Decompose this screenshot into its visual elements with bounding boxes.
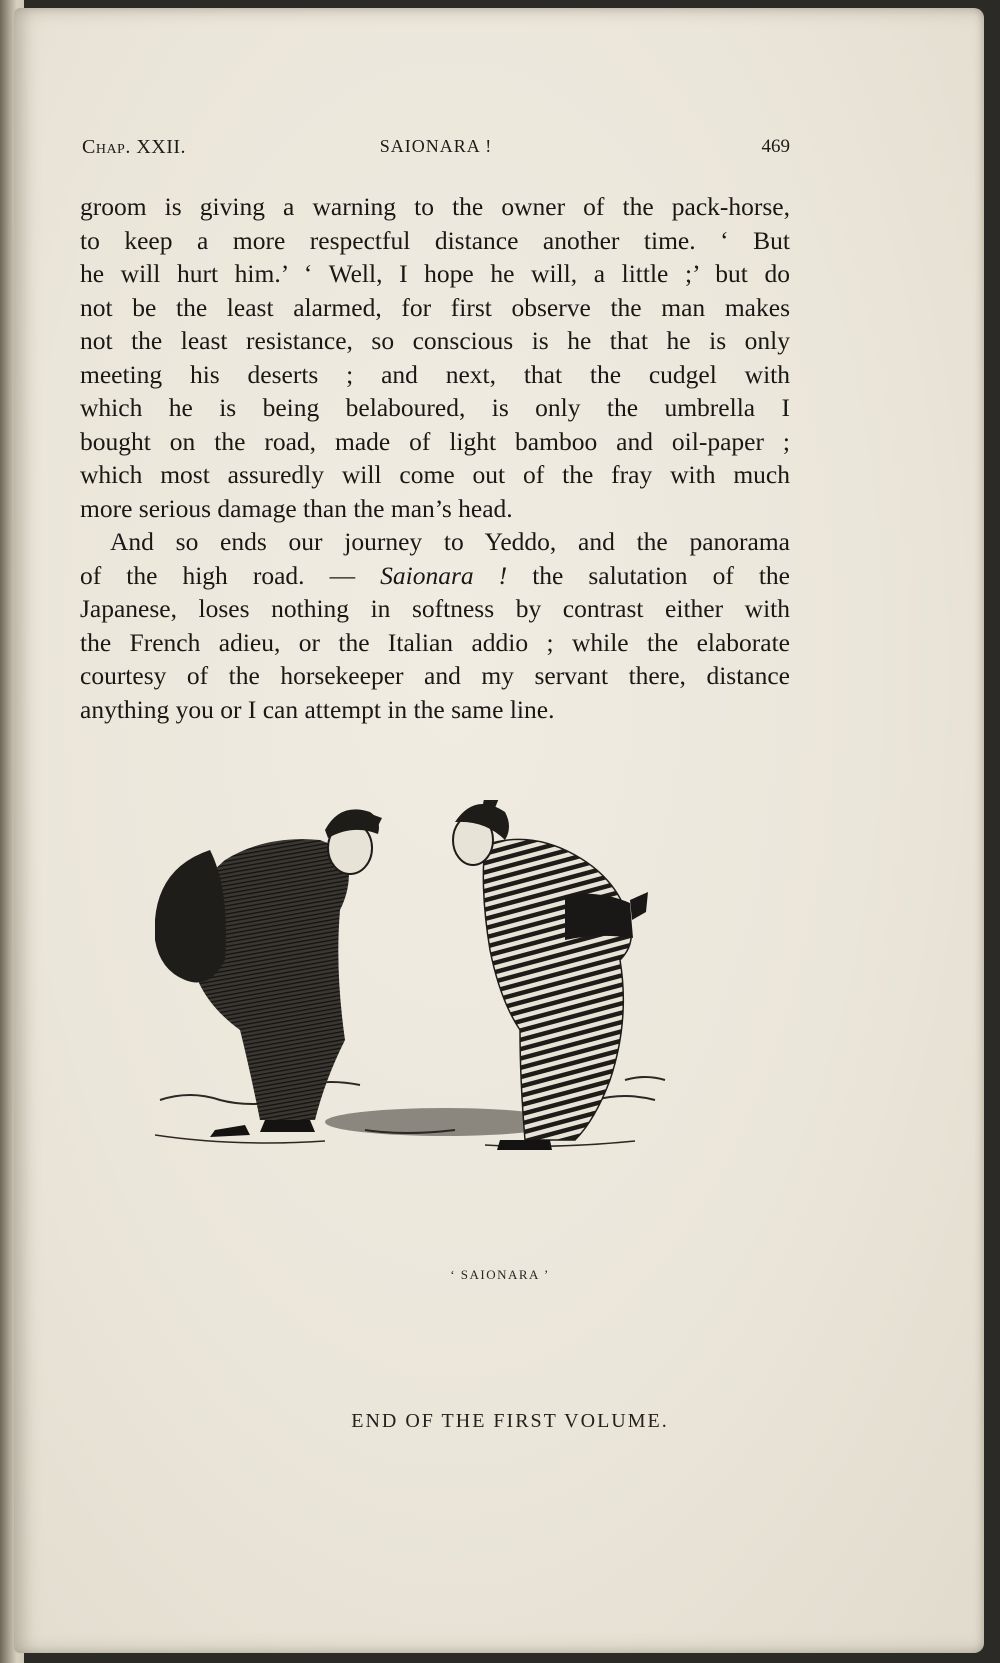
text-line: more serious damage than the man’s head. <box>80 493 513 523</box>
left-figure <box>155 809 382 1137</box>
text-line: meeting his deserts ; and next, that the cudgel with <box>80 359 790 389</box>
page-number: 469 <box>761 136 790 157</box>
text-line: he will hurt him.’ ‘ Well, I hope he will, a little ;’ but do <box>80 259 790 288</box>
text-line: the French adieu, or the Italian addio ; while the elaborate <box>80 627 790 657</box>
end-of-volume-note: END OF THE FIRST VOLUME. <box>351 1410 669 1432</box>
text-line: bought on the road, made of light bamboo and oil-paper ; <box>80 426 790 456</box>
running-header <box>82 136 790 162</box>
text-fragment: of the high road. — <box>80 560 381 590</box>
text-line: courtesy of the horsekeeper and my servant there, distance <box>80 661 790 690</box>
text-line: which he is being belaboured, is only the umbrella I <box>80 393 790 422</box>
text-line: to keep a more respectful distance another time. ‘ But <box>80 225 790 255</box>
text-line: not be the least alarmed, for first observe the man makes <box>80 292 790 322</box>
right-figure <box>453 800 648 1150</box>
italic-term: Saionara ! <box>380 560 508 590</box>
illustration-caption: ‘ SAIONARA ’ <box>450 1267 550 1282</box>
text-line: which most assuredly will come out of the fray with much <box>80 460 790 489</box>
body-text <box>80 190 790 726</box>
engraving-two-men-bowing <box>155 800 715 1230</box>
chapter-label: Chap. XXII. <box>82 136 187 158</box>
text-line: groom is giving a warning to the owner of the pack-horse, <box>80 192 790 221</box>
text-line: not the least resistance, so conscious is he that he is only <box>80 326 790 355</box>
text-line: And so ends our journey to Yeddo, and the panorama <box>110 527 790 556</box>
text-line: Japanese, loses nothing in softness by contrast either with <box>80 594 790 623</box>
text-line: anything you or I can attempt in the same line. <box>80 694 555 724</box>
running-title: SAIONARA ! <box>379 136 493 156</box>
text-fragment: the salutation of the <box>507 560 791 590</box>
text-line <box>80 559 790 593</box>
